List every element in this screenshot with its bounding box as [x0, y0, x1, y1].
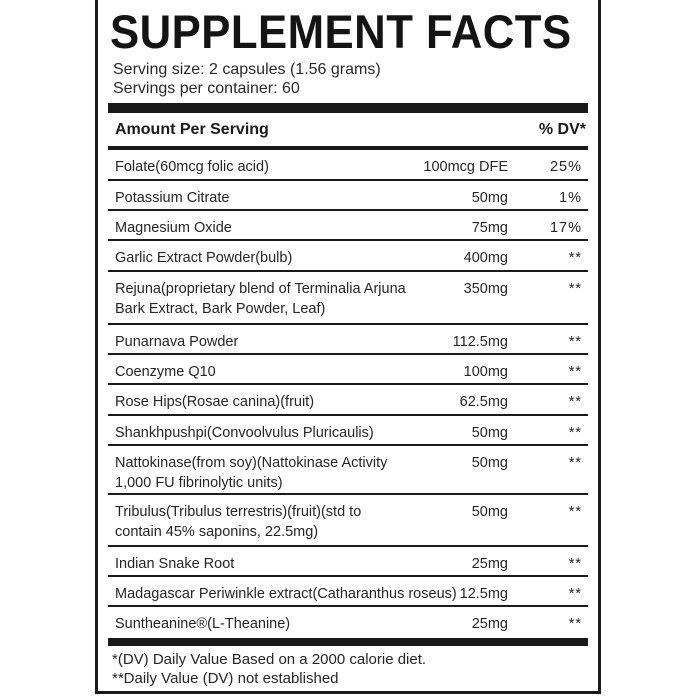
ingredient-amount: 350mg — [463, 281, 508, 297]
ingredient-amount: 50mg — [471, 190, 508, 206]
ingredient-dv: ** — [568, 250, 582, 266]
ingredient-dv: ** — [568, 334, 582, 350]
ingredient-name: Garlic Extract Powder(bulb) — [115, 250, 293, 266]
ingredient-amount: 12.5mg — [459, 586, 508, 602]
table-row — [108, 577, 588, 607]
ingredient-amount: 100mcg DFE — [423, 159, 508, 175]
panel-title: SUPPLEMENT FACTS — [110, 5, 572, 58]
table-header — [115, 118, 587, 142]
ingredient-name: Coenzyme Q10 — [115, 364, 216, 380]
ingredient-dv: ** — [568, 504, 582, 520]
table-row — [108, 325, 588, 355]
ingredient-amount: 25mg — [471, 556, 508, 572]
supplement-facts-panel — [95, 0, 601, 694]
ingredient-name: Tribulus(Tribulus terrestris)(fruit)(std to contain 45% saponins, 22.5mg) — [115, 504, 362, 540]
table-row — [108, 241, 588, 272]
footnote-dv-basis: *(DV) Daily Value Based on a 2000 calorie diet. — [112, 651, 427, 668]
top-divider-bar — [108, 103, 588, 113]
ingredient-name: Indian Snake Root — [115, 556, 235, 572]
serving-size: Serving size: 2 capsules (1.56 grams) — [113, 61, 381, 78]
ingredient-name: Shankhpushpi(Convoolvulus Pluricaulis) — [115, 425, 374, 441]
ingredient-dv: ** — [568, 616, 582, 632]
table-row — [108, 211, 588, 241]
table-row — [108, 446, 588, 495]
ingredient-amount: 100mg — [463, 364, 508, 380]
ingredient-name: Folate(60mcg folic acid) — [115, 159, 269, 175]
ingredient-amount: 50mg — [471, 504, 508, 520]
ingredient-name: Madagascar Periwinkle extract(Catharanthus roseus) — [115, 586, 457, 602]
ingredient-dv: ** — [568, 394, 582, 410]
ingredient-amount: 400mg — [463, 250, 508, 266]
daily-value-header: % DV* — [538, 121, 586, 138]
servings-per-container: Servings per container: 60 — [113, 80, 300, 97]
table-row — [108, 355, 588, 385]
ingredient-amount: 112.5mg — [452, 334, 508, 350]
amount-per-serving-header: Amount Per Serving — [115, 121, 269, 138]
ingredient-dv: ** — [568, 455, 582, 471]
bottom-divider-bar — [108, 638, 588, 646]
ingredient-dv: 25% — [549, 159, 582, 175]
table-row — [108, 150, 588, 181]
ingredient-amount: 75mg — [471, 220, 508, 236]
ingredient-amount: 50mg — [471, 455, 508, 471]
ingredient-amount: 25mg — [471, 616, 508, 632]
ingredient-name: Potassium Citrate — [115, 190, 230, 206]
ingredient-dv: 17% — [549, 220, 582, 236]
ingredient-dv: ** — [568, 364, 582, 380]
ingredient-name: Punarnava Powder — [115, 334, 239, 350]
ingredient-amount: 50mg — [471, 425, 508, 441]
ingredient-dv: ** — [568, 425, 582, 441]
ingredient-dv: 1% — [559, 190, 582, 206]
table-row — [108, 416, 588, 446]
table-row — [108, 385, 588, 416]
table-row — [108, 495, 588, 547]
footnote-dv-not-established: **Daily Value (DV) not established — [112, 670, 339, 687]
ingredient-name: Rose Hips(Rosae canina)(fruit) — [115, 394, 315, 410]
ingredient-name: Nattokinase(from soy)(Nattokinase Activity 1,000 FU fibrinolytic units) — [115, 455, 388, 491]
table-row — [108, 272, 588, 325]
table-row — [108, 181, 588, 211]
ingredient-name: Suntheanine®(L-Theanine) — [115, 616, 291, 632]
table-row — [108, 607, 588, 638]
ingredient-amount: 62.5mg — [459, 394, 508, 410]
ingredient-name: Rejuna(proprietary blend of Terminalia Arjuna Bark Extract, Bark Powder, Leaf) — [115, 281, 406, 317]
ingredient-dv: ** — [568, 586, 582, 602]
ingredient-name: Magnesium Oxide — [115, 220, 232, 236]
table-row — [108, 547, 588, 577]
ingredient-dv: ** — [568, 281, 582, 297]
ingredient-dv: ** — [568, 556, 582, 572]
